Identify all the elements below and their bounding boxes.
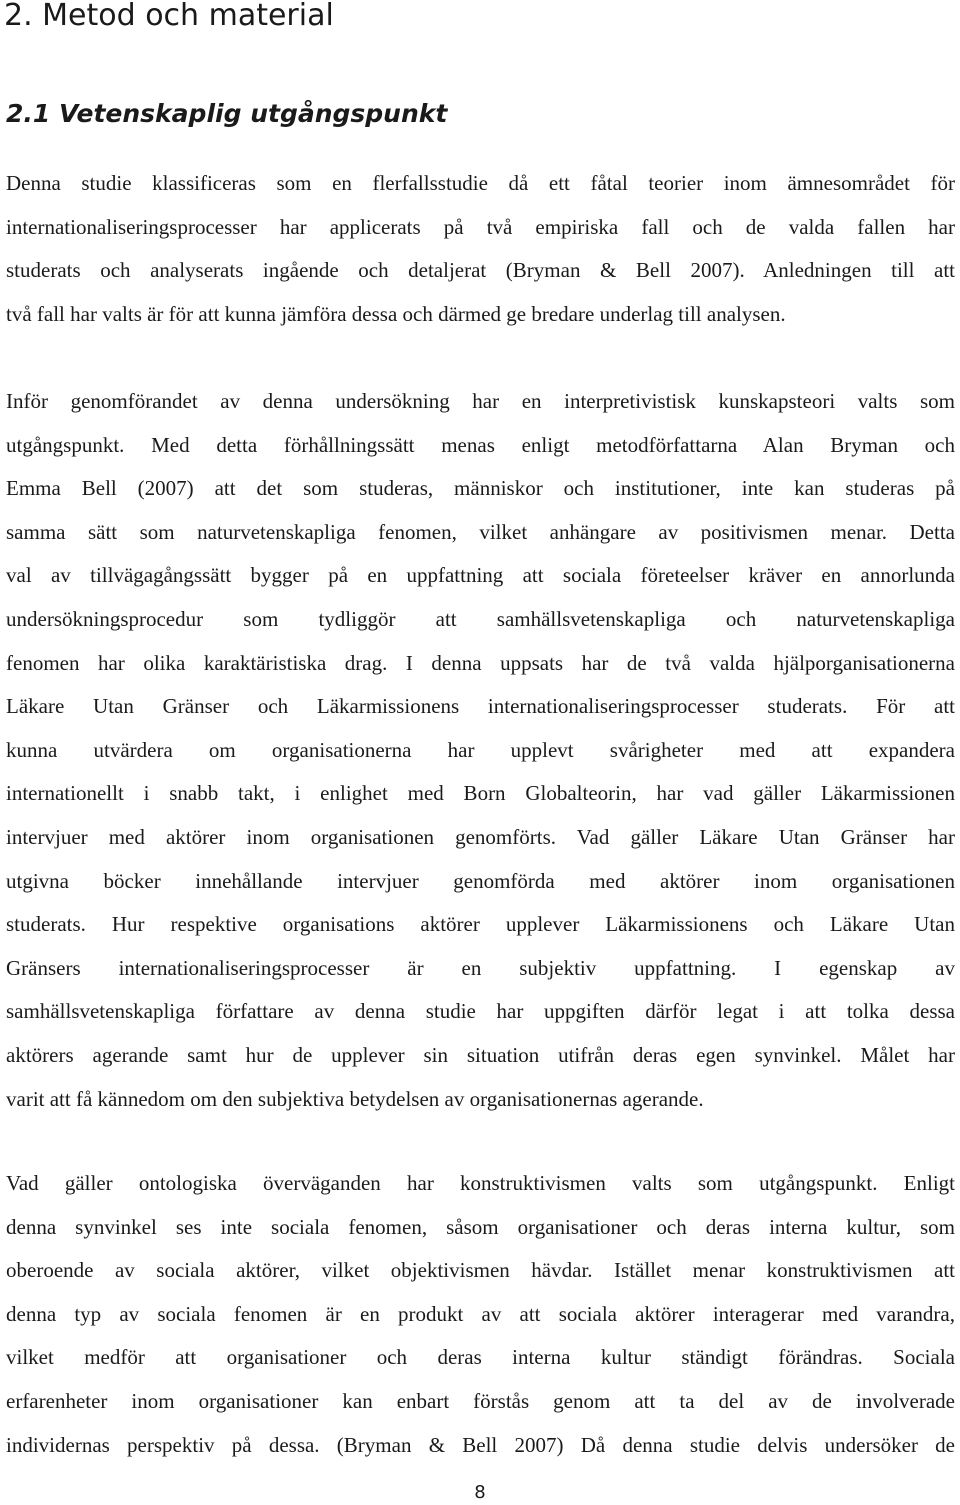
paragraph-line: Gränsers internationaliseringsprocesser är en subjektiv uppfattning. I egenskap av [6,955,955,980]
paragraph-line: samma sätt som naturvetenskapliga fenomen, vilket anhängare av positivismen menar. Detta [6,519,955,544]
paragraph-line: undersökningsprocedur som tydliggör att samhällsvetenskapliga och naturvetenskapliga [6,606,955,631]
paragraph-line: val av tillvägagångssätt bygger på en uppfattning att sociala företeelser kräver en annorlunda [6,563,955,588]
paragraph-line: Vad gäller ontologiska överväganden har konstruktivismen valts som utgångspunkt. Enligt [6,1171,955,1195]
paragraph-line: internationellt i snabb takt, i enlighet med Born Globalteorin, har vad gäller Läkarmissionen [6,781,955,806]
paragraph-1 [6,162,955,336]
paragraph-line: internationaliseringsprocesser har applicerats på två empiriska fall och de valda fallen har [6,214,955,239]
paragraph-line: två fall har valts är för att kunna jämföra dessa och därmed ge bredare underlag till analysen. [6,301,786,326]
paragraph-line: Läkare Utan Gränser och Läkarmissionens internationaliseringsprocesser studerats. För att [6,694,955,719]
section-heading: 2.1 Vetenskaplig utgångspunkt [6,99,448,128]
paragraph-line: oberoende av sociala aktörer, vilket objektivismen hävdar. Istället menar konstruktivismen att [6,1258,955,1283]
paragraph-line: intervjuer med aktörer inom organisationen genomförts. Vad gäller Läkare Utan Gränser har [6,824,955,849]
chapter-heading: 2. Metod och material [4,0,334,33]
paragraph-line: studerats. Hur respektive organisations aktörer upplever Läkarmissionens och Läkare Utan [6,912,955,937]
paragraph-line: kunna utvärdera om organisationerna har upplevt svårigheter med att expandera [6,737,955,762]
paragraph-line: Denna studie klassificeras som en flerfallsstudie då ett fåtal teorier inom ämnesområdet för [6,171,955,195]
paragraph-2 [6,380,955,1121]
paragraph-line: Emma Bell (2007) att det som studeras, människor och institutioner, inte kan studeras på [6,476,955,501]
paragraph-line: utgångspunkt. Med detta förhållningssätt menas enligt metodförfattarna Alan Bryman och [6,432,955,457]
paragraph-line: fenomen har olika karaktäristiska drag. I denna uppsats har de två valda hjälporganisationerna [6,650,955,675]
paragraph-line: vilket medför att organisationer och deras interna kultur ständigt förändras. Sociala [6,1345,955,1370]
paragraph-line: Inför genomförandet av denna undersökning har en interpretivistisk kunskapsteori valts som [6,389,955,413]
paragraph-line: varit att få kännedom om den subjektiva betydelsen av organisationernas agerande. [6,1086,704,1111]
paragraph-line: aktörers agerande samt hur de upplever sin situation utifrån deras egen synvinkel. Målet har [6,1042,955,1067]
paragraph-line: erfarenheter inom organisationer kan enbart förstås genom att ta del av de involverade [6,1388,955,1413]
paragraph-line: studerats och analyserats ingående och detaljerat (Bryman & Bell 2007). Anledningen till att [6,258,955,283]
paragraph-line: denna synvinkel ses inte sociala fenomen, såsom organisationer och deras interna kultur, som [6,1214,955,1239]
paragraph-line: samhällsvetenskapliga författare av denna studie har uppgiften därför legat i att tolka dessa [6,999,955,1024]
paragraph-line: denna typ av sociala fenomen är en produkt av att sociala aktörer interagerar med varandra, [6,1301,955,1326]
paragraph-line: individernas perspektiv på dessa. (Bryman & Bell 2007) Då denna studie delvis undersöker de [6,1432,955,1457]
paragraph-3 [6,1162,955,1467]
page-number: 8 [474,1482,486,1503]
paragraph-line: utgivna böcker innehållande intervjuer genomförda med aktörer inom organisationen [6,868,955,893]
